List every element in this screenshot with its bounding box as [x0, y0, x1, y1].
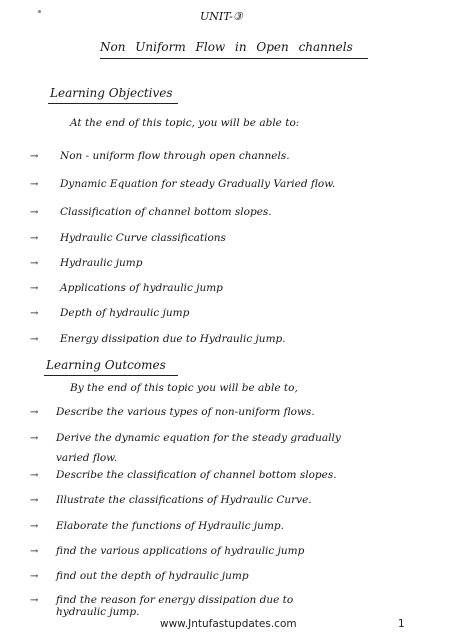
objective-item: Non - uniform flow through open channels. — [60, 150, 290, 162]
arrow-icon: → — [30, 433, 39, 444]
outcome-item: Elaborate the functions of Hydraulic jump. — [56, 520, 284, 532]
arrow-icon: → — [30, 407, 39, 418]
title-underline — [100, 58, 368, 59]
outcome-item: Describe the classification of channel bottom slopes. — [56, 469, 337, 481]
arrow-icon: → — [30, 233, 39, 244]
objectives-intro: At the end of this topic, you will be able to: — [70, 117, 300, 129]
outcome-item: Illustrate the classifications of Hydraulic Curve. — [56, 494, 312, 506]
objective-item: Energy dissipation due to Hydraulic jump. — [60, 333, 286, 345]
arrow-icon: → — [30, 207, 39, 218]
outcome-item: find the various applications of hydraulic jump — [56, 545, 305, 557]
outcome-item-continuation: varied flow. — [56, 452, 118, 464]
arrow-icon: → — [30, 283, 39, 294]
page-number: 1 — [398, 618, 405, 630]
arrow-icon: → — [30, 595, 39, 606]
arrow-icon: → — [30, 334, 39, 345]
outcome-item: Derive the dynamic equation for the steady gradually — [56, 432, 341, 444]
objective-item: Classification of channel bottom slopes. — [60, 206, 272, 218]
arrow-icon: → — [30, 546, 39, 557]
objectives-heading-underline — [48, 103, 178, 104]
page-title: Non Uniform Flow in Open channels — [100, 40, 353, 54]
arrow-icon: → — [30, 179, 39, 190]
scan-mark — [38, 10, 41, 13]
objective-item: Applications of hydraulic jump — [60, 282, 223, 294]
outcome-item: find out the depth of hydraulic jump — [56, 570, 249, 582]
arrow-icon: → — [30, 521, 39, 532]
objective-item: Hydraulic jump — [60, 257, 143, 269]
objectives-heading: Learning Objectives — [50, 86, 173, 100]
outcome-item-continuation: hydraulic jump. — [56, 606, 140, 618]
unit-label: UNIT-③ — [200, 10, 243, 23]
outcomes-intro: By the end of this topic you will be able to, — [70, 382, 298, 394]
outcome-item: Describe the various types of non-uniform flows. — [56, 406, 315, 418]
arrow-icon: → — [30, 571, 39, 582]
arrow-icon: → — [30, 258, 39, 269]
outcomes-heading: Learning Outcomes — [46, 358, 166, 372]
objective-item: Depth of hydraulic jump — [60, 307, 190, 319]
arrow-icon: → — [30, 151, 39, 162]
arrow-icon: → — [30, 470, 39, 481]
arrow-icon: → — [30, 308, 39, 319]
objective-item: Hydraulic Curve classifications — [60, 232, 226, 244]
objective-item: Dynamic Equation for steady Gradually Varied flow. — [60, 178, 336, 190]
arrow-icon: → — [30, 495, 39, 506]
website-link[interactable]: www.Jntufastupdates.com — [160, 618, 297, 630]
outcome-item: find the reason for energy dissipation due to — [56, 594, 294, 606]
outcomes-heading-underline — [44, 375, 178, 376]
